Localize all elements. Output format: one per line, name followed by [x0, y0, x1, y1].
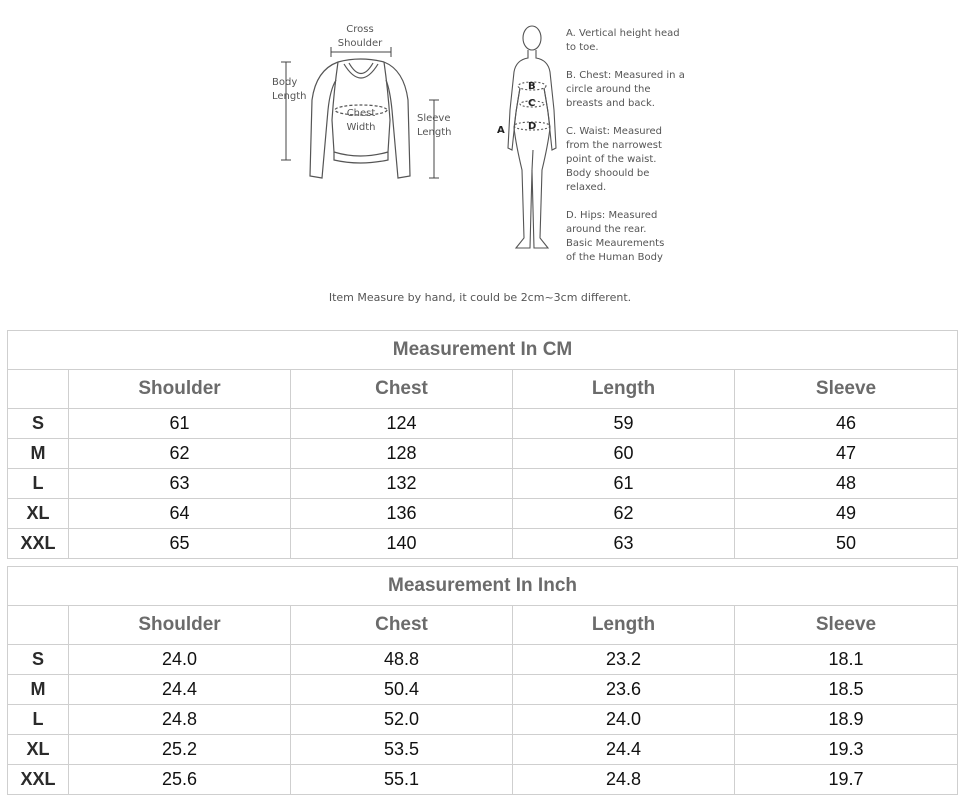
shoulder-value: 24.0: [69, 645, 291, 675]
table-row: [8, 439, 958, 469]
length-value: 63: [513, 529, 735, 559]
table-row: [8, 705, 958, 735]
sleeve-value: 50: [735, 529, 958, 559]
chest-value: 53.5: [291, 735, 513, 765]
table-row: [8, 675, 958, 705]
definition-c: C. Waist: Measured from the narrowest point of the waist. Body shoould be relaxed.: [566, 126, 663, 193]
definition-a: A. Vertical height head to toe.: [566, 28, 680, 53]
table-row: [8, 469, 958, 499]
size-label: M: [8, 439, 69, 469]
length-value: 60: [513, 439, 735, 469]
table-row: [8, 765, 958, 795]
inch-header-chest: Chest: [291, 606, 513, 645]
inch-header-sleeve: Sleeve: [735, 606, 958, 645]
cm-header-corner: [8, 370, 69, 409]
body-illustration: [0, 0, 962, 322]
inch-size-table: [7, 566, 958, 795]
cm-header-shoulder: Shoulder: [69, 370, 291, 409]
sleeve-value: 49: [735, 499, 958, 529]
chest-value: 48.8: [291, 645, 513, 675]
chest-value: 52.0: [291, 705, 513, 735]
sleeve-value: 19.3: [735, 735, 958, 765]
size-label: L: [8, 705, 69, 735]
shoulder-value: 61: [69, 409, 291, 439]
inch-header-length: Length: [513, 606, 735, 645]
cm-size-table: [7, 330, 958, 559]
chest-width-label: Chest Width: [346, 108, 376, 133]
cm-header-sleeve: Sleeve: [735, 370, 958, 409]
table-row: [8, 499, 958, 529]
cross-shoulder-label: Cross Shoulder: [337, 24, 383, 49]
length-value: 24.0: [513, 705, 735, 735]
length-value: 61: [513, 469, 735, 499]
length-value: 23.2: [513, 645, 735, 675]
inch-header-shoulder: Shoulder: [69, 606, 291, 645]
table-row: [8, 529, 958, 559]
marker-a: A: [497, 125, 505, 136]
cm-table-title: Measurement In CM: [8, 331, 958, 370]
length-value: 23.6: [513, 675, 735, 705]
size-label: M: [8, 675, 69, 705]
cm-header-length: Length: [513, 370, 735, 409]
marker-d: D: [528, 121, 537, 132]
size-label: L: [8, 469, 69, 499]
size-label: XL: [8, 499, 69, 529]
sleeve-value: 46: [735, 409, 958, 439]
marker-b: B: [528, 81, 536, 92]
chest-value: 140: [291, 529, 513, 559]
inch-table-title: Measurement In Inch: [8, 567, 958, 606]
size-label: XXL: [8, 529, 69, 559]
sleeve-value: 18.9: [735, 705, 958, 735]
cm-header-row: [8, 370, 958, 409]
length-value: 24.8: [513, 765, 735, 795]
sleeve-value: 18.5: [735, 675, 958, 705]
definition-b: B. Chest: Measured in a circle around the breasts and back.: [566, 70, 685, 109]
sleeve-value: 47: [735, 439, 958, 469]
shoulder-value: 64: [69, 499, 291, 529]
sleeve-value: 48: [735, 469, 958, 499]
table-row: [8, 735, 958, 765]
definition-d: D. Hips: Measured around the rear. Basic Meaurements of the Human Body: [566, 210, 665, 263]
shoulder-value: 25.2: [69, 735, 291, 765]
chest-value: 55.1: [291, 765, 513, 795]
sleeve-value: 18.1: [735, 645, 958, 675]
size-label: S: [8, 409, 69, 439]
shoulder-value: 65: [69, 529, 291, 559]
chest-value: 136: [291, 499, 513, 529]
measurement-diagram: [0, 0, 962, 322]
shoulder-value: 25.6: [69, 765, 291, 795]
shoulder-value: 24.4: [69, 675, 291, 705]
shoulder-value: 62: [69, 439, 291, 469]
chest-value: 50.4: [291, 675, 513, 705]
measurement-note: Item Measure by hand, it could be 2cm~3cm different.: [328, 291, 632, 304]
length-value: 59: [513, 409, 735, 439]
length-value: 24.4: [513, 735, 735, 765]
table-row: [8, 409, 958, 439]
chest-value: 132: [291, 469, 513, 499]
length-value: 62: [513, 499, 735, 529]
inch-header-row: [8, 606, 958, 645]
sleeve-length-label: Sleeve Length: [417, 113, 452, 138]
size-label: XXL: [8, 765, 69, 795]
shoulder-value: 24.8: [69, 705, 291, 735]
marker-c: C: [528, 98, 536, 109]
sleeve-value: 19.7: [735, 765, 958, 795]
chest-value: 124: [291, 409, 513, 439]
size-label: S: [8, 645, 69, 675]
size-label: XL: [8, 735, 69, 765]
body-length-label: Body Length: [272, 77, 307, 102]
inch-header-corner: [8, 606, 69, 645]
chest-value: 128: [291, 439, 513, 469]
cm-header-chest: Chest: [291, 370, 513, 409]
table-row: [8, 645, 958, 675]
shoulder-value: 63: [69, 469, 291, 499]
